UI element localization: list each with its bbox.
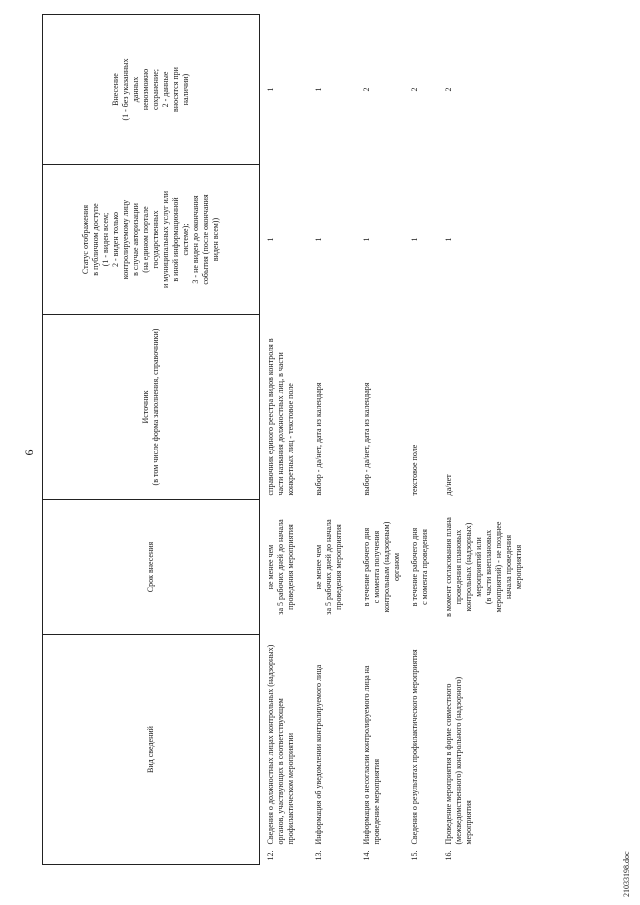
header-kind: Вид сведений [43, 635, 260, 865]
row-entry: 1 [314, 87, 323, 92]
header-term: Срок внесения [43, 500, 260, 635]
row-kind: Информация об уведомлении контролируемого лица [314, 664, 323, 845]
row-number: 12. [266, 850, 275, 861]
table-row [311, 15, 359, 865]
cell-kind [441, 635, 539, 865]
cell-kind [311, 635, 359, 865]
row-term: не менее чем за 5 рабочих дней до начала проведения мероприятия [314, 519, 343, 615]
table-row [407, 15, 441, 865]
row-number: 15. [410, 850, 419, 861]
row-term: в течение рабочего дня с момента получения контрольным (надзорным) органом [362, 521, 401, 613]
row-entry: 2 [444, 87, 453, 92]
row-kind: Проведение мероприятия в форме совместного (межведомственного) контрольного (надзорного) мероприятия [444, 676, 473, 845]
footer-filename: 21033198.doc [622, 851, 631, 897]
row-entry: 2 [410, 87, 419, 92]
row-kind: Сведения о результатах профилактического мероприятия [410, 649, 419, 845]
row-term: в момент согласования плана проведения плановых контрольных (надзорных) мероприятий или (в части внеплановых мероприятий) - не позднее начала проведения мероприятия [444, 517, 523, 617]
row-source: выбор - да/нет, дата из календаря [314, 382, 323, 496]
row-source: текстовое поле [410, 444, 419, 496]
cell-kind [260, 635, 312, 865]
table-row [441, 15, 539, 865]
row-term: в течение рабочего дня с момента проведения [410, 527, 429, 607]
header-entry: Внесение (1 - без указанных данных невозможно сохранение; 2 - данные вносятся при наличии) [43, 15, 260, 165]
row-status: 1 [444, 237, 453, 242]
row-status: 1 [314, 237, 323, 242]
row-entry: 2 [362, 87, 371, 92]
registry-table [42, 14, 539, 865]
cell-kind [407, 635, 441, 865]
table-row [260, 15, 312, 865]
header-status: Статус отображения в публичном доступе (1 - виден всем; 2 - виден только контролируемому лицу в случае авторизации (на едином портале государственных и муниципальных услуг или в иной информационной системе); 3 - не виден до окончания события (после окончания виден всем)) [43, 165, 260, 315]
page-number: 6 [22, 449, 36, 456]
table-header-row [43, 15, 260, 865]
row-term: не менее чем за 5 рабочих дней до начала проведения мероприятия [266, 519, 295, 615]
row-status: 1 [266, 237, 275, 242]
row-number: 16. [444, 850, 453, 861]
table-row [359, 15, 407, 865]
row-source: да/нет [444, 474, 453, 496]
row-source: выбор - да/нет, дата из календаря [362, 382, 371, 496]
row-number: 14. [362, 850, 371, 861]
row-number: 13. [314, 850, 323, 861]
row-source: справочник единого реестра видов контроля в части названия должностных лиц, в части конкретных лиц - текстовое поле [266, 338, 295, 496]
row-kind: Сведения о должностных лицах контрольных (надзорных) органов, участвующих в соответствующем профилактическом мероприятии [266, 644, 295, 845]
row-kind: Информация о несогласии контролируемого лица на проведение мероприятия [362, 665, 381, 845]
cell-kind [359, 635, 407, 865]
header-source: Источник (в том числе форма заполнения, справочники) [43, 315, 260, 500]
row-status: 1 [410, 237, 419, 242]
row-status: 1 [362, 237, 371, 242]
row-entry: 1 [266, 87, 275, 92]
